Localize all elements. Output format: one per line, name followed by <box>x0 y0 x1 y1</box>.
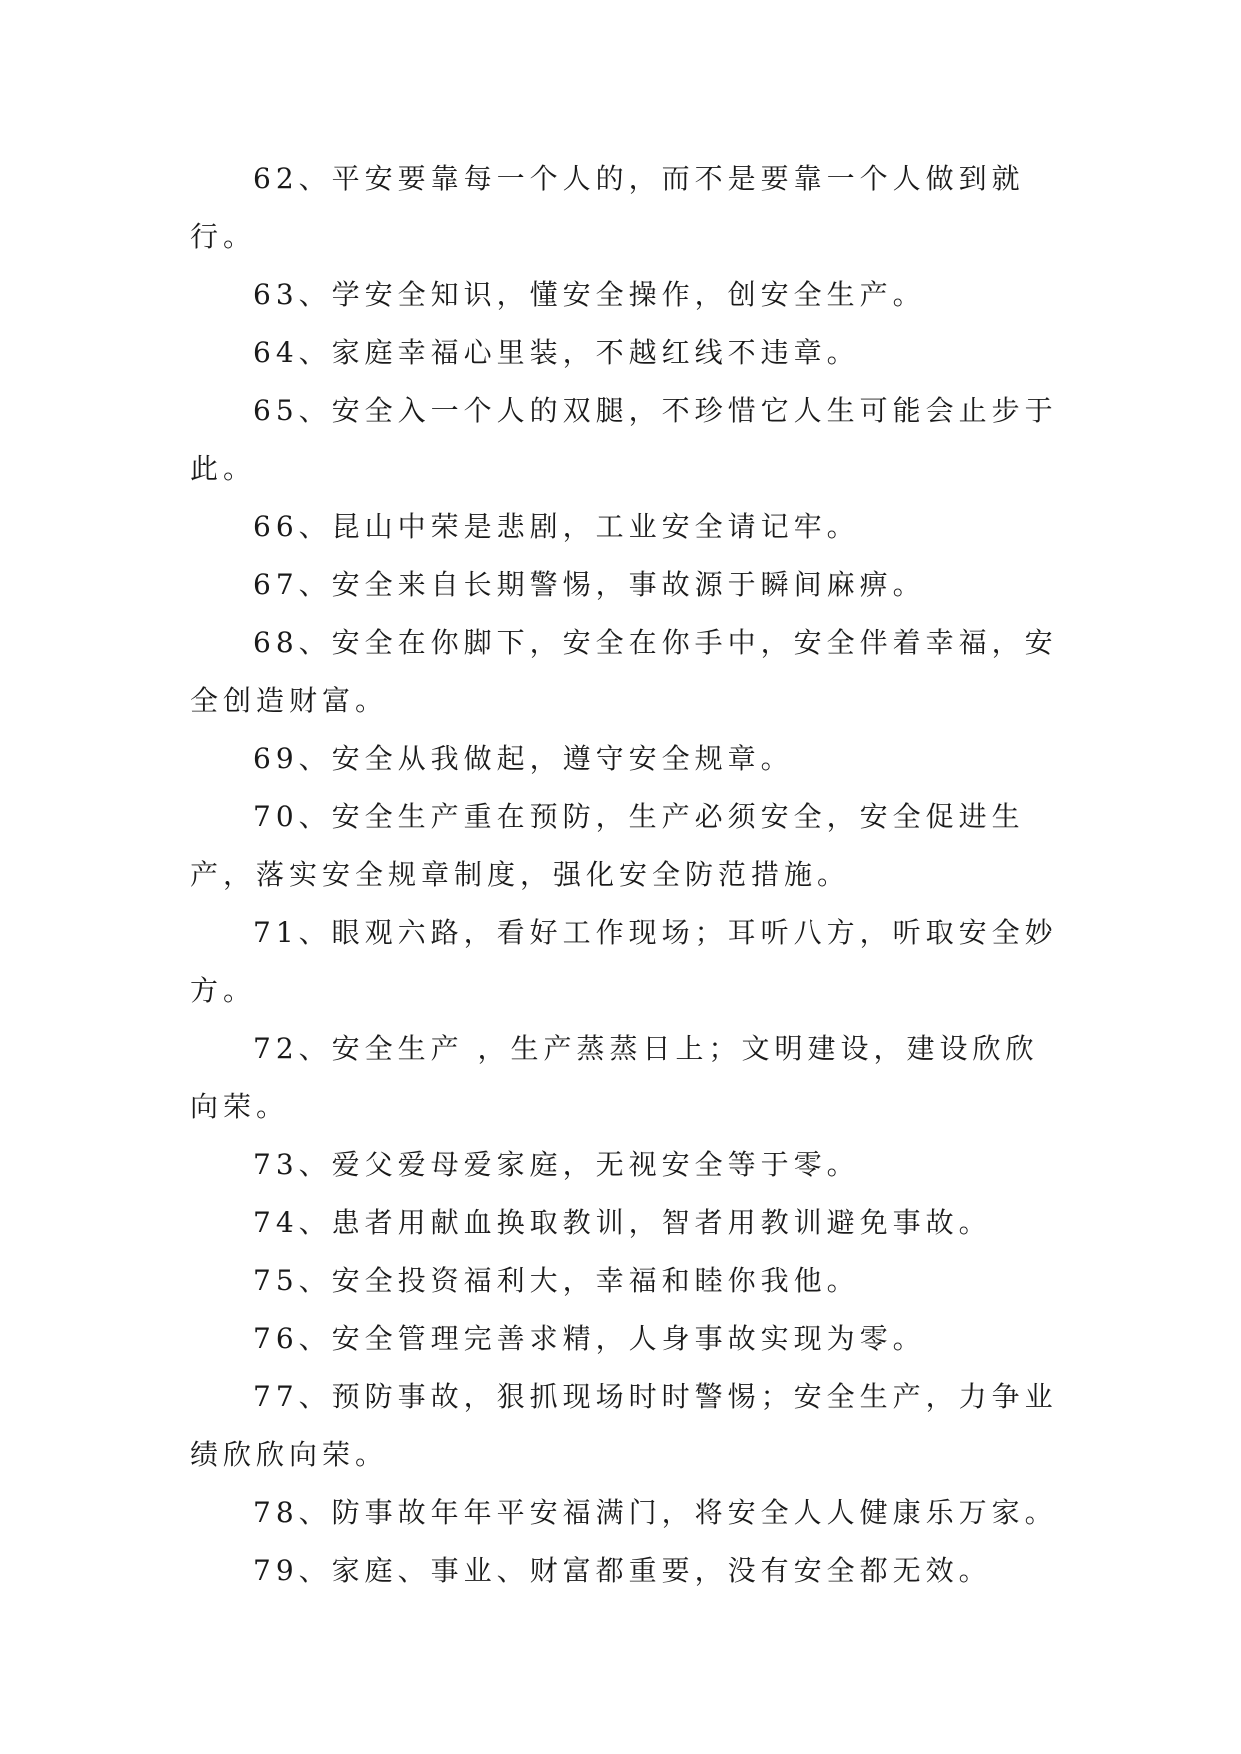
document-body <box>190 150 1060 1600</box>
slogan-paragraph: 66、昆山中荣是悲剧，工业安全请记牢。 <box>253 510 860 543</box>
slogan-paragraph: 75、安全投资福利大，幸福和睦你我他。 <box>253 1264 860 1297</box>
slogan-paragraph: 77、预防事故，狠抓现场时时警惕；安全生产，力争业绩欣欣向荣。 <box>190 1380 1058 1471</box>
slogan-paragraph: 72、安全生产 ，生产蒸蒸日上；文明建设，建设欣欣向荣。 <box>190 1032 1039 1123</box>
slogan-paragraph: 73、爱父爱母爱家庭，无视安全等于零。 <box>253 1148 860 1181</box>
slogan-paragraph: 63、学安全知识，懂安全操作，创安全生产。 <box>253 278 926 311</box>
slogan-paragraph: 71、眼观六路，看好工作现场；耳听八方，听取安全妙方。 <box>190 916 1058 1007</box>
slogan-paragraph: 65、安全入一个人的双腿，不珍惜它人生可能会止步于此。 <box>190 394 1058 485</box>
slogan-paragraph: 78、防事故年年平安福满门，将安全人人健康乐万家。 <box>253 1496 1058 1529</box>
slogan-paragraph: 67、安全来自长期警惕，事故源于瞬间麻痹。 <box>253 568 926 601</box>
slogan-paragraph: 62、平安要靠每一个人的，而不是要靠一个人做到就行。 <box>190 162 1025 253</box>
slogan-paragraph: 68、安全在你脚下，安全在你手中，安全伴着幸福，安全创造财富。 <box>190 626 1058 717</box>
slogan-paragraph: 74、患者用献血换取教训，智者用教训避免事故。 <box>253 1206 992 1239</box>
slogan-paragraph: 76、安全管理完善求精，人身事故实现为零。 <box>253 1322 926 1355</box>
slogan-paragraph: 79、家庭、事业、财富都重要，没有安全都无效。 <box>253 1554 992 1587</box>
slogan-paragraph: 69、安全从我做起，遵守安全规章。 <box>253 742 794 775</box>
slogan-paragraph: 64、家庭幸福心里装，不越红线不违章。 <box>253 336 860 369</box>
slogan-paragraph: 70、安全生产重在预防，生产必须安全，安全促进生产，落实安全规章制度，强化安全防范措施。 <box>190 800 1025 891</box>
